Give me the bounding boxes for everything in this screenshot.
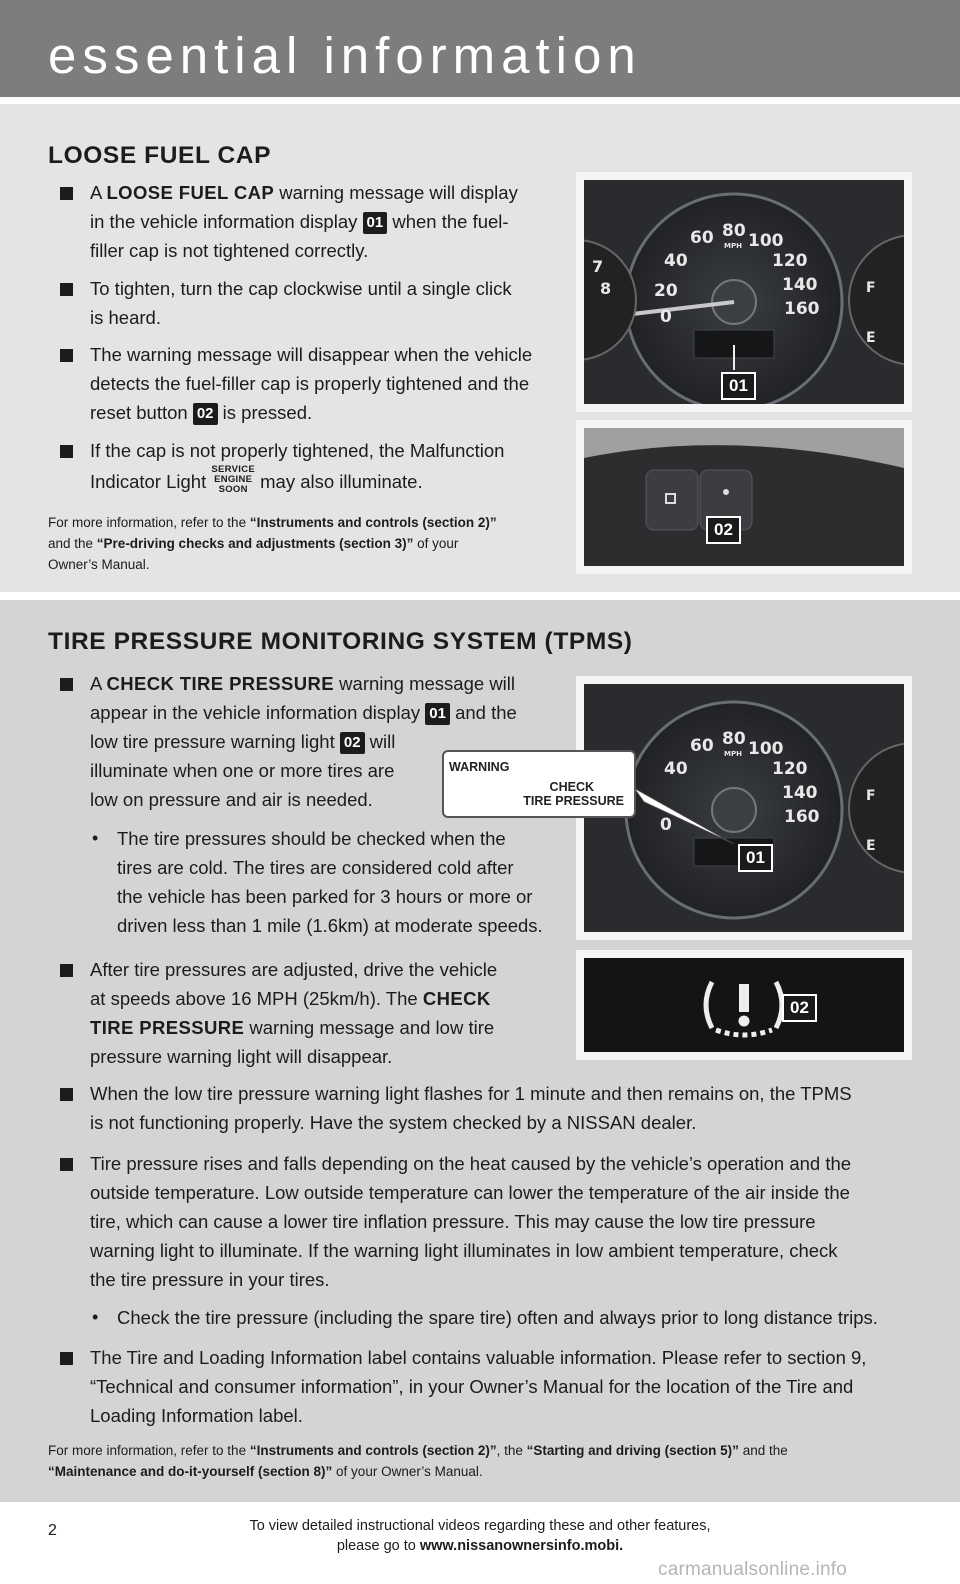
bullet-icon xyxy=(60,187,73,200)
bullet-icon xyxy=(60,445,73,458)
bullet-icon xyxy=(60,964,73,977)
check-tire-pressure-message xyxy=(442,750,636,818)
callout-label: 02 xyxy=(706,516,741,544)
gauge-unit: MPH xyxy=(724,242,742,250)
callout-badge: 01 xyxy=(425,703,450,725)
section-heading: LOOSE FUEL CAP xyxy=(48,142,272,169)
gauge-num: 8 xyxy=(600,279,612,298)
section-heading: TIRE PRESSURE MONITORING SYSTEM (TPMS) xyxy=(48,628,633,655)
reference-note: For more information, refer to the “Instruments and controls (section 2)”, the “Starting and driving (section 5)” and the “Maintenance and do-it-yourself (section 8)” of your Owner’s Manual. xyxy=(48,1443,788,1479)
bullet-icon xyxy=(60,1088,73,1101)
warning-text: CHECK TIRE PRESSURE xyxy=(523,780,624,808)
bullet-icon xyxy=(60,1158,73,1171)
instrument-cluster-photo xyxy=(584,180,904,404)
paragraph: A CHECK TIRE PRESSURE warning message will appear in the vehicle information display 01 and the low tire pressure warning light 02 will illuminate when one or more tires are low on pressure and air is needed. xyxy=(90,673,517,810)
gauge-num: 40 xyxy=(664,251,688,271)
gauge-num: 0 xyxy=(660,815,672,835)
fuel-empty-label: E xyxy=(866,330,876,346)
header-banner xyxy=(0,0,960,97)
gauge-num: 80 xyxy=(722,221,746,241)
callout-badge: 02 xyxy=(193,403,218,425)
gauge-num: 100 xyxy=(748,739,784,759)
service-engine-soon-icon: SERVICE ENGINE SOON xyxy=(211,464,255,495)
callout-label: 01 xyxy=(738,844,773,872)
callout-label: 01 xyxy=(721,372,756,400)
footer-note: To view detailed instructional videos regarding these and other features, please go to www.nissanownersinfo.mobi. xyxy=(249,1518,711,1554)
gauge-num: 0 xyxy=(660,307,672,327)
paragraph: Tire pressure rises and falls depending on the heat caused by the vehicle’s operation and the outside temperature. Low outside temperature can lower the temperature of the air inside the tire, which can cause a lower tire inflation pressure. This may cause the low tire pressure warning light to illuminate. If the warning light illuminates in low ambient temperature, check the tire pressure in your tires. xyxy=(90,1153,852,1290)
gauge-num: 80 xyxy=(722,729,746,749)
reset-button-illustration xyxy=(584,428,904,566)
gauge-num: 7 xyxy=(592,257,604,276)
paragraph: The tire pressures should be checked when the tires are cold. The tires are considered cold after the vehicle has been parked for 3 hours or more or driven less than 1 mile (1.6km) at moderate speeds. xyxy=(117,828,543,936)
gauge-illustration xyxy=(584,180,904,404)
watermark: carmanualsonline.info xyxy=(658,1559,848,1580)
paragraph: After tire pressures are adjusted, drive the vehicle at speeds above 16 MPH (25km/h). The CHECK TIRE PRESSURE warning message and low tire pressure warning light will disappear. xyxy=(90,959,498,1067)
reset-button-photo xyxy=(584,428,904,566)
paragraph: The Tire and Loading Information label contains valuable information. Please refer to section 9, “Technical and consumer information”, in your Owner’s Manual for the location of the Tire and Loading Information label. xyxy=(90,1347,867,1426)
gauge-num: 160 xyxy=(784,299,820,319)
sub-bullet: • xyxy=(92,1307,99,1327)
callout-label: 02 xyxy=(782,994,817,1022)
loose-fuel-cap-section xyxy=(0,104,960,592)
gauge-num: 140 xyxy=(782,783,818,803)
gauge-num: 40 xyxy=(664,759,688,779)
callout-badge: 01 xyxy=(363,212,388,234)
bullet-icon xyxy=(60,283,73,296)
gauge-num: 120 xyxy=(772,759,808,779)
fuel-empty-label: E xyxy=(866,838,876,854)
reference-note: For more information, refer to the “Instruments and controls (section 2)” and the “Pre-driving checks and adjustments (section 3)” of your Owner’s Manual. xyxy=(48,515,497,572)
gauge-num: 20 xyxy=(654,281,678,301)
gauge-num: 60 xyxy=(690,736,714,756)
gauge-num: 100 xyxy=(748,231,784,251)
bullet-icon xyxy=(60,1352,73,1365)
gauge-num: 120 xyxy=(772,251,808,271)
bullet-icon xyxy=(60,349,73,362)
tpms-light-photo xyxy=(584,958,904,1052)
bullet-icon xyxy=(60,678,73,691)
tpms-section xyxy=(0,600,960,1502)
gauge-unit: MPH xyxy=(724,750,742,758)
paragraph: The warning message will disappear when the vehicle detects the fuel-filler cap is properly tightened and the reset button 02 is pressed. xyxy=(90,344,533,423)
paragraph: If the cap is not properly tightened, the Malfunction Indicator Light SERVICE ENGINE SOON may also illuminate. xyxy=(90,440,505,495)
tpms-warning-icon xyxy=(584,958,904,1052)
footer-link[interactable]: www.nissanownersinfo.mobi. xyxy=(419,1538,624,1554)
callout-badge: 02 xyxy=(340,732,365,754)
gauge-num: 160 xyxy=(784,807,820,827)
page-title: essential information xyxy=(48,27,642,84)
paragraph: A LOOSE FUEL CAP warning message will display in the vehicle information display 01 when the fuel- filler cap is not tightened correctly. xyxy=(90,182,518,261)
sub-bullet: • xyxy=(92,828,99,848)
warning-title: WARNING xyxy=(449,760,510,774)
gauge-num: 60 xyxy=(690,228,714,248)
paragraph: Check the tire pressure (including the spare tire) often and always prior to long distance trips. xyxy=(117,1307,878,1328)
fuel-full-label: F xyxy=(866,280,876,296)
paragraph: To tighten, turn the cap clockwise until a single click is heard. xyxy=(90,278,512,328)
gauge-num: 140 xyxy=(782,275,818,295)
paragraph: When the low tire pressure warning light flashes for 1 minute and then remains on, the TPMS is not functioning properly. Have the system checked by a NISSAN dealer. xyxy=(90,1083,852,1133)
page-number: 2 xyxy=(48,1522,57,1539)
fuel-full-label: F xyxy=(866,788,876,804)
